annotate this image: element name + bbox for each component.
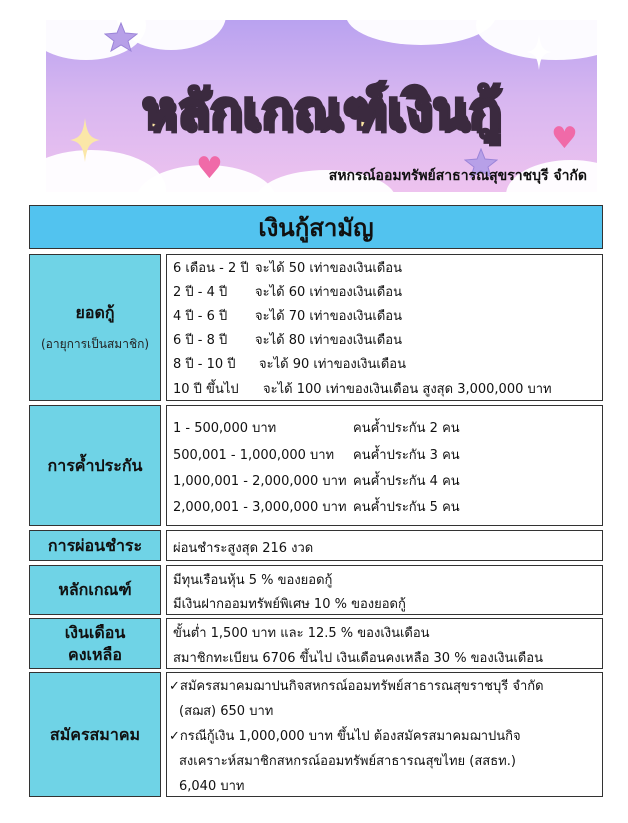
association-line: สงเคราะห์สมาชิกสหกรณ์ออมทรัพย์สาธารณสุขไทย (สสธท.) [179, 754, 516, 769]
guarantor-range: 2,000,001 - 3,000,000 บาท [173, 500, 347, 515]
association-line: ✓สมัครสมาคมฌาปนกิจสหกรณ์ออมทรัพย์สาธารณสุขราชบุรี จำกัด [169, 679, 544, 694]
criteria-content [166, 565, 603, 615]
association-row [29, 672, 603, 797]
association-line: (สฌส) 650 บาท [179, 704, 274, 719]
guarantor-requirement: คนค้ำประกัน 5 คน [353, 500, 460, 515]
guarantor-requirement: คนค้ำประกัน 3 คน [353, 448, 460, 463]
loan-tier-period: 6 เดือน - 2 ปี [173, 261, 249, 276]
criteria-line: มีเงินฝากออมทรัพย์พิเศษ 10 % ของยอดกู้ [173, 597, 406, 612]
association-label: สมัครสมาคม [49, 724, 141, 744]
heart-icon: ♥ [196, 151, 223, 186]
loan-tier-period: 10 ปี ขึ้นไป [173, 382, 239, 397]
membership-period-label: (อายุการเป็นสมาชิก) [40, 336, 150, 351]
association-content [166, 672, 603, 797]
criteria-line: มีทุนเรือนหุ้น 5 % ของยอดกู้ [173, 573, 333, 588]
loan-tier-amount: จะได้ 100 เท่าของเงินเดือน สูงสุด 3,000,000 บาท [263, 382, 552, 397]
loan-tier-amount: จะได้ 90 เท่าของเงินเดือน [259, 357, 406, 372]
loan-tier-amount: จะได้ 80 เท่าของเงินเดือน [255, 333, 402, 348]
loan-tier-amount: จะได้ 60 เท่าของเงินเดือน [255, 285, 402, 300]
sparkle-icon [526, 34, 552, 70]
remaining-salary-label-1: เงินเดือน [64, 622, 126, 642]
loan-tier-period: 8 ปี - 10 ปี [173, 357, 236, 372]
remaining-salary-label-cell [29, 618, 161, 669]
association-label-cell [29, 672, 161, 797]
remaining-salary-row [29, 618, 603, 669]
loan-tier-period: 6 ปี - 8 ปี [173, 333, 228, 348]
loan-amount-label: ยอดกู้ [75, 303, 115, 323]
repayment-content [166, 530, 603, 561]
banner-title: หลักเกณฑ์เงินกู้ [141, 81, 502, 141]
guarantor-requirement: คนค้ำประกัน 2 คน [353, 421, 460, 436]
loan-amount-label-cell [29, 254, 161, 401]
guarantor-row [29, 405, 603, 526]
criteria-label: หลักเกณฑ์ [58, 580, 132, 600]
star-icon [104, 22, 138, 52]
association-line: 6,040 บาท [179, 779, 245, 794]
guarantor-content [166, 405, 603, 526]
loan-amount-row [29, 254, 603, 401]
remaining-salary-label-2: คงเหลือ [68, 644, 122, 664]
repayment-label: การผ่อนชำระ [47, 535, 143, 555]
repayment-label-cell [29, 530, 161, 561]
loan-tier-amount: จะได้ 70 เท่าของเงินเดือน [255, 309, 402, 324]
guarantor-range: 500,001 - 1,000,000 บาท [173, 448, 335, 463]
table-title: เงินกู้สามัญ [29, 205, 603, 249]
cloud-decoration [346, 20, 496, 45]
remaining-salary-content [166, 618, 603, 669]
heart-icon: ♥ [551, 121, 578, 156]
loan-tier-amount: จะได้ 50 เท่าของเงินเดือน [255, 261, 402, 276]
header-banner [46, 20, 597, 192]
salary-line: ขั้นต่ำ 1,500 บาท และ 12.5 % ของเงินเดือน [173, 626, 430, 641]
criteria-row [29, 565, 603, 615]
guarantor-requirement: คนค้ำประกัน 4 คน [353, 474, 460, 489]
loan-tier-period: 2 ปี - 4 ปี [173, 285, 228, 300]
criteria-label-cell [29, 565, 161, 615]
loan-tier-period: 4 ปี - 6 ปี [173, 309, 228, 324]
banner-subtitle: สหกรณ์ออมทรัพย์สาธารณสุขราชบุรี จำกัด [328, 168, 587, 184]
guarantor-range: 1,000,001 - 2,000,000 บาท [173, 474, 347, 489]
loan-amount-content [166, 254, 603, 401]
guarantor-label-cell [29, 405, 161, 526]
repayment-text: ผ่อนชำระสูงสุด 216 งวด [173, 541, 314, 556]
salary-line: สมาชิกทะเบียน 6706 ขึ้นไป เงินเดือนคงเหลือ 30 % ของเงินเดือน [173, 651, 543, 666]
repayment-row [29, 530, 603, 561]
guarantor-range: 1 - 500,000 บาท [173, 421, 277, 436]
guarantor-label: การค้ำประกัน [47, 455, 143, 475]
association-line: ✓กรณีกู้เงิน 1,000,000 บาท ขึ้นไป ต้องสมัครสมาคมฌาปนกิจ [169, 729, 521, 744]
